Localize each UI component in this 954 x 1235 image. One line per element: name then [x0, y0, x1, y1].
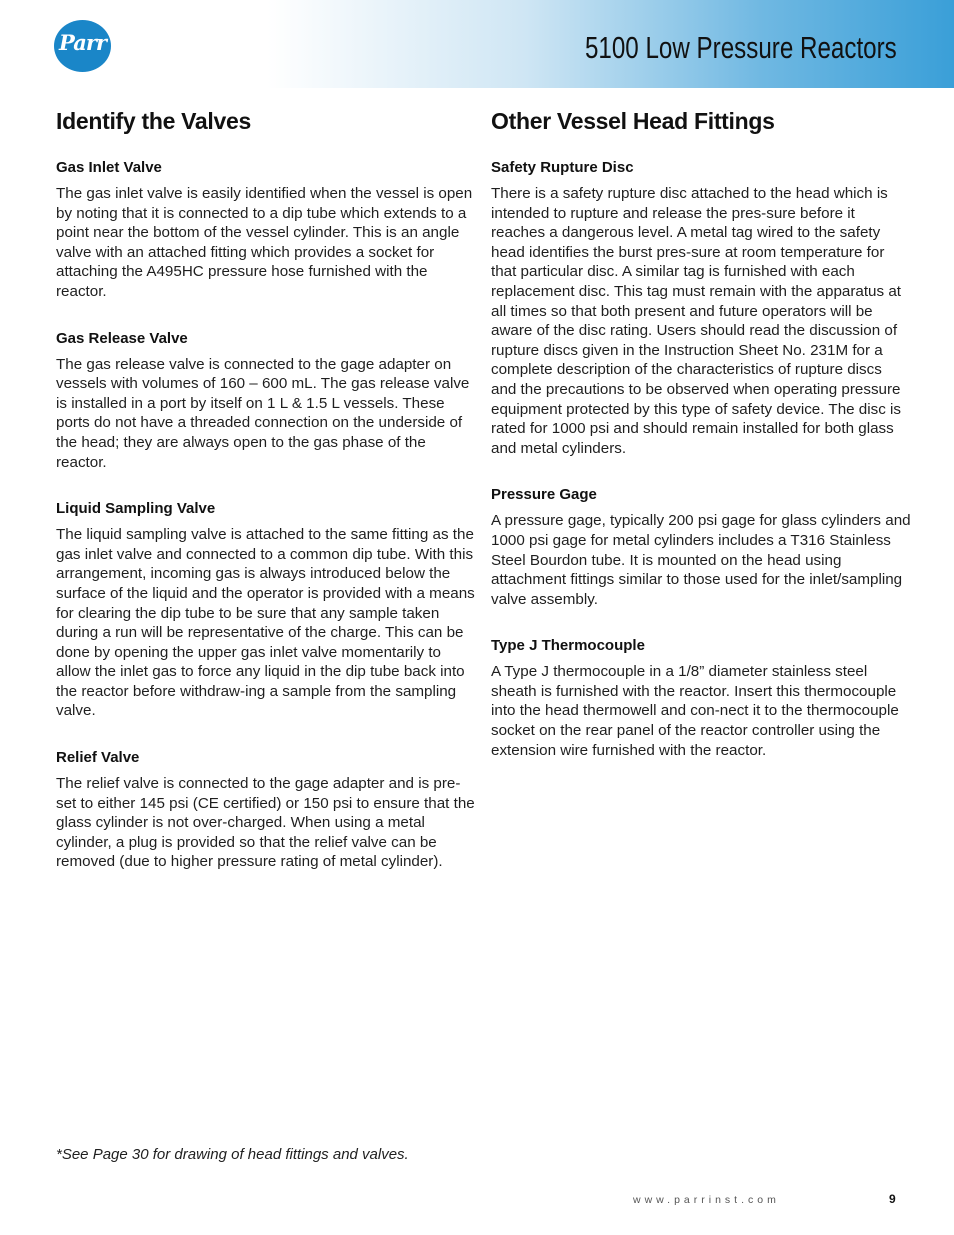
section-body-relief-valve: The relief valve is connected to the gage adapter and is pre-set to either 145 psi (CE certified) or 150 psi to ensure that the glass cylinder is not over-charged. When using a metal cylinder, a plug is provided so that the relief valve can be removed (due to higher pressure rating of metal cylinder).: [56, 775, 475, 871]
page-number: 9: [889, 1192, 896, 1206]
section-body-gas-inlet: The gas inlet valve is easily identified when the vessel is open by noting that it is connected to a dip tube which extends to a point near the bottom of the vessel cylinder. This is an angle valve with an attached fitting which provides a socket for attaching the A495HC pressure hose furnished with the reactor.: [56, 185, 473, 300]
section-title-gas-release: Gas Release Valve: [56, 329, 188, 347]
section-title-thermocouple: Type J Thermocouple: [491, 637, 645, 655]
section-title-gas-inlet: Gas Inlet Valve: [56, 159, 162, 176]
section-body-liquid-sampling: The liquid sampling valve is attached to the same fitting as the gas inlet valve and connected to a common dip tube. With this arrangement, incoming gas is always introduced below the surface of the liquid and the operator is provided with a means for clearing the dip tube to be sure that any sample taken during a run will be representative of the charge. This can be done by opening the upper gas inlet valve momentarily to allow the inlet gas to force any liquid in the dip tube back into the reactor before withdraw-ing a sample from the sampling valve.: [56, 526, 475, 720]
section-body-pressure-gage: A pressure gage, typically 200 psi gage for glass cylinders and 1000 psi gage for metal cylinders includes a T316 Stainless Steel Bourdon tube. It is mounted on the head using attachment fittings similar to those used for the inlet/sampling valve assembly.: [491, 512, 911, 608]
footnote: *See Page 30 for drawing of head fittings and valves.: [56, 1146, 409, 1163]
left-heading: Identify the Valves: [56, 108, 251, 134]
parr-logo: [54, 20, 111, 72]
section-title-relief-valve: Relief Valve: [56, 749, 140, 767]
section-title-pressure-gage: Pressure Gage: [491, 486, 597, 504]
website-url: www.parrinst.com: [633, 1194, 780, 1206]
page-header: [0, 0, 954, 88]
section-title-rupture-disc: Safety Rupture Disc: [491, 159, 634, 176]
right-column: [491, 106, 911, 787]
logo-text: Parr: [59, 30, 106, 55]
right-heading: Other Vessel Head Fittings: [491, 108, 775, 134]
left-column: [56, 106, 476, 899]
section-body-rupture-disc: There is a safety rupture disc attached to the head which is intended to rupture and release the pres-sure before it reaches a dangerous level. A metal tag wired to the safety head identifies the burst pres-sure at room temperature for that particular disc. A similar tag is furnished with each replacement disc. This tag must remain with the apparatus at all times so that both present and future operators will be aware of the disc rating. Users should read the discussion of rupture discs given in the Instruction Sheet No. 231M for a complete description of the characteristics of rupture discs and the precautions to be observed when operating pressure equipment protected by this type of safety device. The disc is rated for 1000 psi and should remain installed for both glass and metal cylinders.: [491, 185, 902, 457]
document-title: 5100 Low Pressure Reactors: [585, 30, 897, 65]
section-body-thermocouple: A Type J thermocouple in a 1/8” diameter stainless steel sheath is furnished with the reactor. Insert this thermocouple into the head thermowell and con-nect it to the thermocouple socket on the rear panel of the reactor controller using the extension wire furnished with the reactor.: [491, 663, 899, 759]
section-title-liquid-sampling: Liquid Sampling Valve: [56, 500, 216, 518]
section-body-gas-release: The gas release valve is connected to the gage adapter on vessels with volumes of 160 – 600 mL. The gas release valve is installed in a port by itself on 1 L & 1.5 L vessels. These ports do not have a threaded connection on the underside of the head; they are always open to the gas phase of the reactor.: [56, 355, 470, 471]
